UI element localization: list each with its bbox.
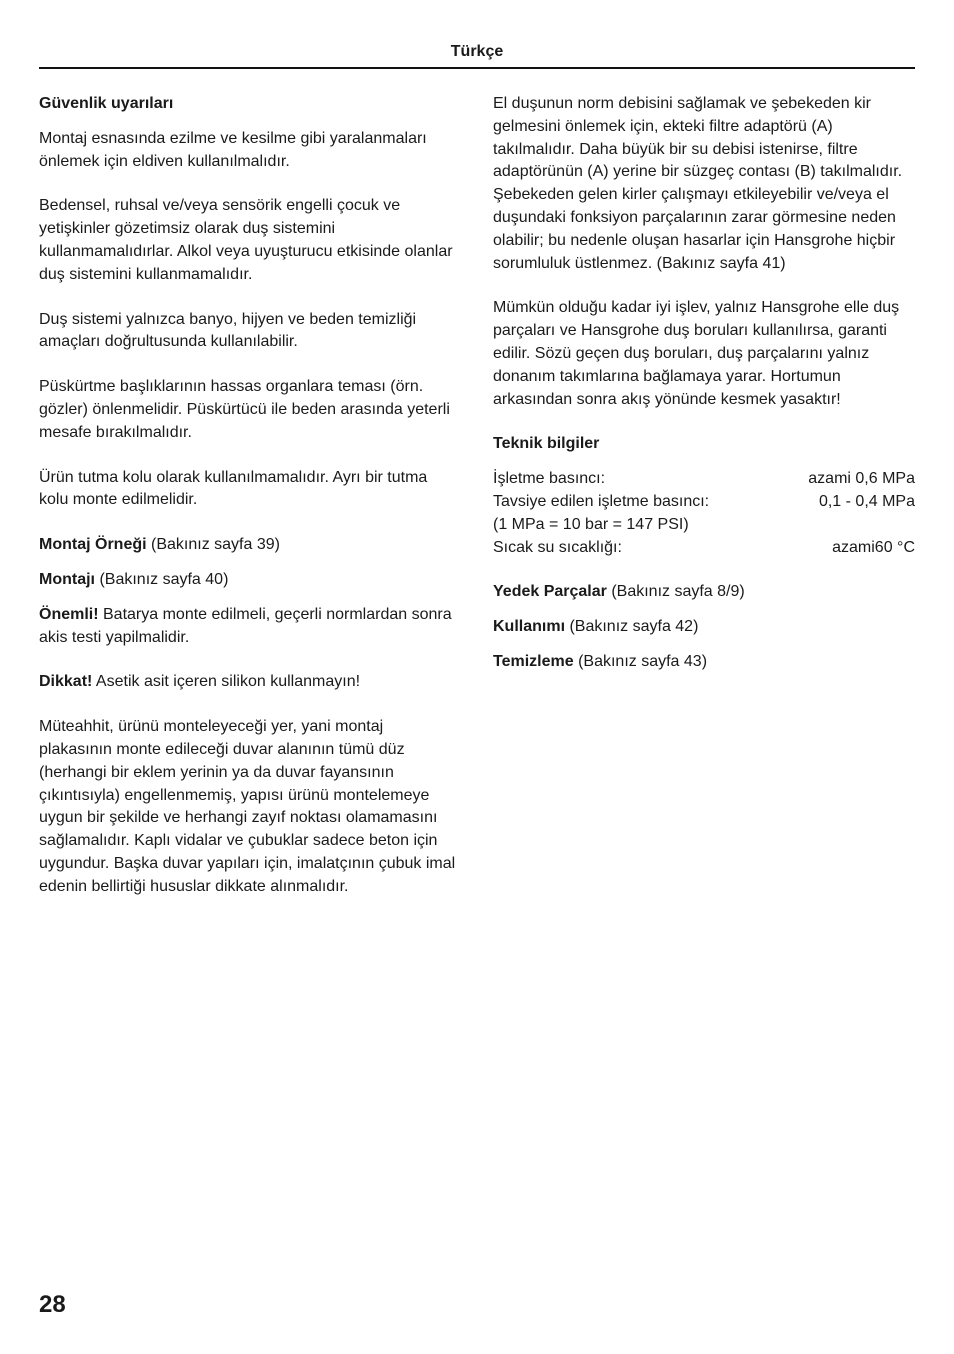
dikkat-label: Dikkat! [39,673,93,691]
montaji-label: Montajı [39,570,95,588]
onemli-note [39,604,459,650]
spec-label: Sıcak su sıcaklığı: [493,538,622,556]
filter-paragraph: El duşunun norm debisini sağlamak ve şebekeden kir gelmesini önlemek için, ekteki filtre adaptörü (A) takılmalıdır. Daha büyük bir su debisi istenirse, filtre adaptörünün (A) yerine bir süzgeç contası (B) takılmalıdır. Şebekeden gelen kirler çalışmayı etkileyebilir ve/veya el duşundaki fonksiyon parçalarının zarar görmesine neden olabilir; bu nedenle oluşan hasarlar için Hansgrohe hiçbir sorumluluk üstlenmez. (Bakınız sayfa 41) [493,95,903,272]
page-number: 28 [39,1291,66,1318]
montaji-ref: (Bakınız sayfa 40) [95,570,229,588]
dikkat-text: Asetik asit içeren silikon kullanmayın! [92,673,361,691]
header-rule [39,67,915,69]
tech-heading: Teknik bilgiler [493,435,600,453]
spec-label: (1 MPa = 10 bar = 147 PSI) [493,515,689,533]
spec-value: 0,1 - 0,4 MPa [818,492,915,510]
spec-table [493,468,915,559]
spec-value: azami 0,6 MPa [808,470,915,488]
warranty-paragraph: Mümkün olduğu kadar iyi işlev, yalnız Hansgrohe elle duş parçaları ve Hansgrohe duş boruları kullanılırsa, garanti edilir. Sözü geçen duş boruları, duş parçalarını yalnız donanım takımlarına bağlamaya yarar. Hortumun arkasından sonra akış yönünde kesmek yasaktır! [493,299,900,408]
safety-paragraph-supervision: Bedensel, ruhsal ve/veya sensörik engelli çocuk ve yetişkinler gözetimsiz olarak duş sistemini kullanmamalıdırlar. Alkol veya uyuşturucu etkisinde olanlar duş sistemini kullanmamalıdır. [39,197,453,283]
temizleme-line [493,651,915,674]
language-header: Türkçe [450,43,504,60]
montaj-ornegi-label: Montaj Örneği [39,536,147,554]
onemli-label: Önemli! [39,605,99,623]
temizleme-ref: (Bakınız sayfa 43) [573,652,708,670]
safety-heading: Güvenlik uyarıları [39,95,174,112]
spec-row-operating-pressure [493,468,915,491]
yedek-parcalar-line [493,581,915,604]
right-column [493,93,915,674]
onemli-text: Batarya monte edilmeli, geçerli normlardan sonra akis testi yapilmalidir. [39,605,452,646]
yedek-parcalar-label: Yedek Parçalar [493,583,607,601]
spec-value: azami60 °C [832,538,915,556]
spec-row-unit-conversion [493,514,915,537]
kullanimi-ref: (Bakınız sayfa 42) [565,618,699,636]
montaji-line [39,569,459,592]
montaj-ornegi-ref: (Bakınız sayfa 39) [146,536,280,554]
temizleme-label: Temizleme [493,652,574,670]
safety-paragraph-usage: Duş sistemi yalnızca banyo, hijyen ve beden temizliği amaçları doğrultusunda kullanılabilir. [39,310,417,351]
safety-paragraph-gloves: Montaj esnasında ezilme ve kesilme gibi yaralanmaları önlemek için eldiven kullanılmalıdır. [39,129,427,170]
spec-row-recommended-pressure [493,491,915,514]
dikkat-note [39,671,459,694]
kullanimi-label: Kullanımı [493,618,566,636]
kullanimi-line [493,616,915,639]
contractor-paragraph: Müteahhit, ürünü monteleyeceği yer, yani montaj plakasının monte edileceği duvar alanının tümü düz (herhangi bir eklem yerinin ya da duvar fayansının çıkıntısıyla) engellenmemiş, yapısı ürünü montelemeye uygun bir şekilde ve herhangi zayıf noktası olamamasını sağlamalıdır. Kaplı vidalar ve çubuklar sadece beton için uygundur. Başka duvar yapıları için, imalatçının çubuk imal edenin bellirtiği hususlar dikkate alınmalıdır. [39,718,456,895]
safety-paragraph-handle: Ürün tutma kolu olarak kullanılmamalıdır. Ayrı bir tutma kolu monte edilmelidir. [39,468,428,509]
spec-row-hot-water-temperature [493,537,915,560]
left-column [39,93,459,899]
spec-label: Tavsiye edilen işletme basıncı: [493,492,710,510]
yedek-parcalar-ref: (Bakınız sayfa 8/9) [606,583,745,601]
montaj-ornegi-line [39,534,459,557]
spec-label: İşletme basıncı: [493,470,606,488]
safety-paragraph-spray: Püskürtme başlıklarının hassas organlara teması (örn. gözler) önlenmelidir. Püskürtücü ile beden arasında yeterli mesafe bırakılmalıdır. [39,378,450,441]
